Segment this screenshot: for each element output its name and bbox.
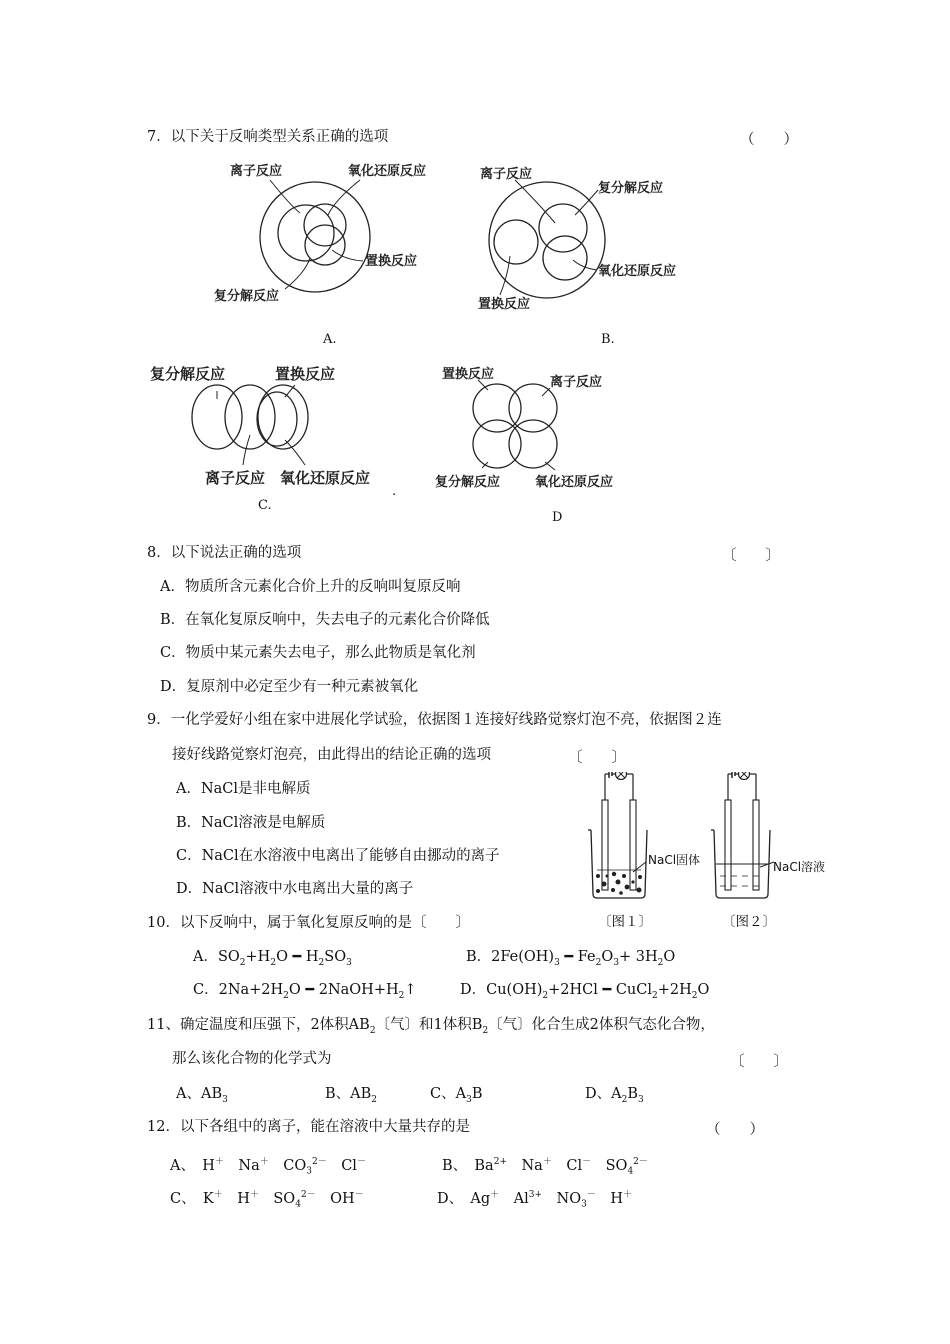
b-label-ion: 离子反应 (480, 167, 533, 182)
b-inner-bottom (543, 236, 587, 280)
c-circle-4 (257, 392, 297, 446)
q7-answer-paren: （ ） (740, 132, 798, 148)
d-leader-4 (545, 462, 555, 470)
q11-stem-line2: 那么该化合物的化学式为 (172, 1051, 332, 1067)
b-leader-1 (515, 180, 555, 223)
electrode-right (753, 800, 759, 890)
a-leader-4 (285, 258, 310, 289)
q9-option-b: B．NaCl溶液是电解质 (176, 815, 326, 831)
electrode-right (630, 800, 636, 890)
b-label-substitution: 置换反应 (478, 297, 531, 312)
b-label-double-decomp: 复分解反应 (598, 181, 664, 196)
q8-option-b: B．在氧化复原反响中，失去电子的元素化合价降低 (160, 612, 490, 628)
bulb-icon (616, 772, 627, 780)
q9-figure-2 (710, 772, 780, 907)
d-label-redox: 氧化还原反应 (535, 475, 614, 490)
q8-option-d: D．复原剂中必定至少有一种元素被氧化 (160, 679, 419, 695)
d-circle-br (509, 420, 557, 468)
a-label-redox: 氧化还原反应 (348, 164, 427, 179)
q12-option-a: A、 H＋ Na＋ $CO_3^{2-}$ Cl－ (170, 1157, 366, 1177)
b-outer-circle (489, 182, 605, 298)
q8-stem: 8．以下说法正确的选项 (147, 545, 302, 561)
q12-option-b: B、 $Ba^{2+}$ Na＋ Cl－ $SO_4^{2-}$ (442, 1157, 648, 1177)
q7-diagram-d (430, 358, 640, 498)
c-leader-4 (285, 440, 305, 465)
c-leader-3 (243, 435, 250, 465)
d-label-substitution: 置换反应 (442, 367, 495, 382)
q12-option-c: C、 K＋ H＋ $SO_4^{2-}$ OH－ (170, 1190, 364, 1210)
a-inner-circle-3 (305, 225, 345, 265)
q9-fig2-label: NaCl溶液 (773, 860, 826, 874)
a-leader-3 (332, 250, 363, 261)
d-circle-tr (509, 384, 557, 432)
q7-diagram-b (470, 160, 700, 320)
q9-option-d: D．NaCl溶液中水电离出大量的离子 (176, 881, 414, 897)
q7-stem: 7．以下关于反响类型关系正确的选项 (147, 129, 389, 145)
q9-fig1-caption: 〔图１〕 (598, 914, 652, 930)
q9-stem-line2: 接好线路觉察灯泡亮，由此得出的结论正确的选项 (172, 747, 491, 763)
q11-option-a: A、$AB_3$ (176, 1086, 228, 1105)
q11-option-b: B、$AB_2$ (325, 1086, 378, 1105)
q10-option-b: B．$2Fe(OH)_3$ ━ $Fe_2O_3+ 3H_2O$ (466, 949, 676, 968)
d-leader-2 (542, 388, 550, 396)
q10-stem: 10．以下反响中，属于氧化复原反响的是〔 〕 (147, 915, 470, 931)
q9-fig1-label: NaCl固体 (648, 853, 701, 867)
d-label-double-decomp: 复分解反应 (435, 475, 501, 490)
c-circle-3 (258, 385, 308, 449)
q12-answer-paren: （ ） (706, 1122, 764, 1138)
bulb-icon (739, 772, 750, 780)
q12-stem: 12．以下各组中的离子，能在溶液中大量共存的是 (147, 1119, 470, 1135)
c-label-redox: 氧化还原反应 (280, 469, 371, 487)
q7-option-c-label: C. (258, 498, 272, 513)
q9-option-c: C．NaCl在水溶液中电离出了能够自由挪动的离子 (176, 848, 500, 864)
q7-option-b-label: B. (601, 332, 615, 347)
q7-option-a-label: A. (323, 332, 337, 347)
b-label-redox: 氧化还原反应 (598, 264, 677, 279)
q11-option-d: D、$A_2B_3$ (585, 1086, 644, 1105)
q9-figure-1 (583, 772, 708, 907)
q11-option-c: C、$A_3B$ (430, 1086, 483, 1105)
a-label-ion: 离子反应 (230, 164, 283, 179)
q7-diagram-c (145, 355, 395, 495)
q10-option-a: A．$SO_2+H_2O$ ━ $H_2SO_3$ (193, 949, 352, 968)
a-label-substitution: 置换反应 (365, 254, 418, 269)
q8-option-a: A．物质所含元素化合价上升的反响叫复原反响 (160, 579, 461, 595)
q9-stem-line1: 9．一化学爱好小组在家中进展化学试验，依据图１连接好线路觉察灯泡不亮，依据图２连 (147, 712, 722, 728)
a-label-double-decomp: 复分解反应 (214, 289, 280, 304)
q11-stem-line1: 11、确定温度和压强下，2体积$AB_2$〔气〕和1体积$B_2$〔气〕化合生成2体积气态化合物， (147, 1017, 715, 1036)
q8-option-c: C．物质中某元素失去电子，那么此物质是氧化剂 (160, 645, 476, 661)
d-circle-bl (473, 420, 521, 468)
q7-dot: . (392, 484, 397, 499)
electrode-left (725, 800, 731, 890)
q9-answer-paren: 〔 〕 (568, 750, 626, 766)
q9-option-a: A．NaCl是非电解质 (176, 781, 311, 797)
b-leader-2 (575, 190, 598, 215)
q12-option-d: D、 Ag＋ $Al^{3+}$ $NO_3^-$ H＋ (437, 1190, 633, 1210)
q10-option-c: C．$2Na+2H_2O$ ━ $2NaOH+H_2↑$ (193, 982, 417, 1001)
a-outer-circle (260, 182, 370, 292)
c-label-ion: 离子反应 (205, 469, 266, 487)
q11-answer-paren: 〔 〕 (730, 1054, 788, 1070)
d-label-ion: 离子反应 (550, 375, 603, 390)
q8-answer-paren: 〔 〕 (722, 548, 780, 564)
b-inner-left (494, 220, 538, 264)
q9-fig2-caption: 〔图２〕 (722, 914, 776, 930)
d-circle-tl (473, 384, 521, 432)
b-inner-top (539, 204, 587, 252)
c-label-double-decomp: 复分解反应 (150, 365, 226, 383)
q7-option-d-label: D (552, 510, 563, 525)
c-label-substitution: 置换反应 (275, 365, 336, 383)
q7-diagram-a (200, 155, 460, 315)
q10-option-d: D．$Cu(OH)_2+2HCl$ ━ $CuCl_2+2H_2O$ (460, 982, 710, 1001)
